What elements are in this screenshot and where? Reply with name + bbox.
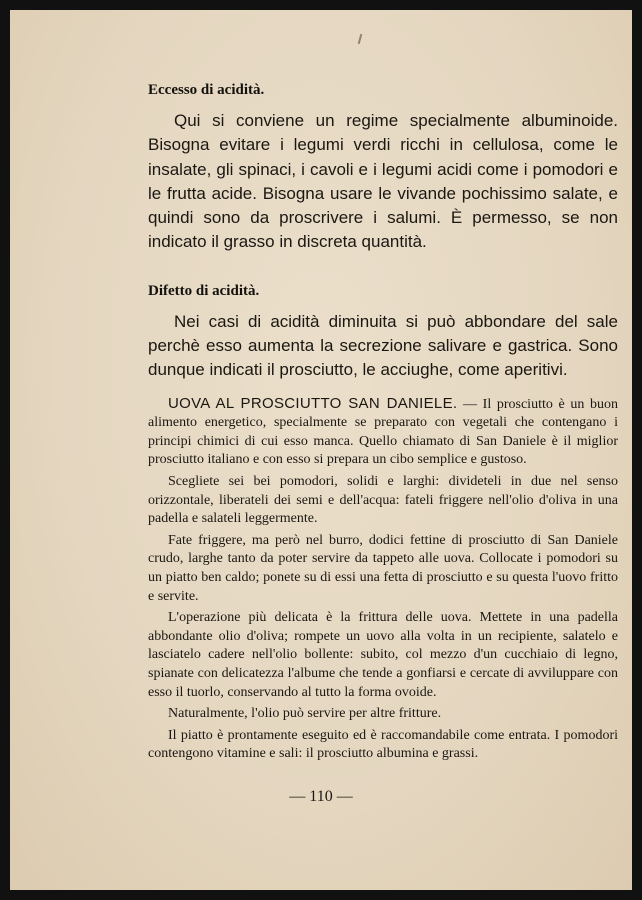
- recipe-paragraph: Scegliete sei bei pomodori, solidi e larghi: divideteli in due nel senso orizzontale, liberateli dei semi e dell'acqua: fateli friggere nell'olio d'oliva in una padella e salateli leggermente.: [148, 474, 618, 527]
- recipe-intro: [148, 395, 618, 470]
- recipe-paragraph: Naturalmente, l'olio può servire per altre fritture.: [168, 706, 442, 722]
- recipe-paragraph: Il piatto è prontamente eseguito ed è raccomandabile come entrata. I pomodori contengono vitamine e sali: il prosciutto albumina e grassi.: [148, 727, 618, 762]
- page-content: [148, 80, 618, 767]
- section-body-excess-acidity: Qui si conviene un regime specialmente albuminoide. Bisogna evitare i legumi verdi ricchi in cellulosa, come le insalate, gli spinaci, i cavoli e i legumi acidi come i pomodori e le frutta acide. Bisogna usare le vivande pochissimo salate, e quindi sono da proscrivere i salumi. È permesso, se non indicato il grasso in discreta quantità.: [148, 111, 618, 252]
- section-body-acidity-deficit: Nei casi di acidità diminuita si può abbondare del sale perchè esso aumenta la secrezione salivare e gastrica. Sono dunque indicati il prosciutto, le acciughe, come aperitivi.: [148, 311, 618, 380]
- ink-mark: [358, 34, 363, 44]
- section-heading-excess-acidity: Eccesso di acidità.: [148, 82, 265, 98]
- recipe-paragraph: L'operazione più delicata è la frittura delle uova. Mettete in una padella abbondante olio d'oliva; rompete un uovo alla volta in un recipiente, salatelo e lasciatelo cadere nell'olio bollente: subito, col mezzo d'un cucchiaio di legno, spianate con delicatezza l'albume che tende a gonfiarsi e cercate di avviluppare con esso il tuorlo, conservando al tutto la forma ovoide.: [148, 610, 618, 700]
- section-heading-acidity-deficit: Difetto di acidità.: [148, 282, 260, 299]
- book-page: [10, 10, 632, 890]
- page-number: — 110 —: [289, 788, 353, 805]
- recipe-intro-text: — Il prosciutto è un buon alimento energetico, specialmente se preparato con vegetali che contengano i principi chimici di cui esso manca. Quello chiamato di San Daniele è il miglior prosciutto italiano e con esso si prepara un cibo semplice e gustoso.: [148, 396, 618, 468]
- recipe-paragraph: Fate friggere, ma però nel burro, dodici fettine di prosciutto di San Daniele crudo, larghe tanto da poter servire da tappeto alle uova. Collocate i pomodori su un piatto ben caldo; ponete su di essi una fetta di prosciutto e su questa l'uovo fritto e servite.: [148, 532, 618, 604]
- recipe-title: UOVA AL PROSCIUTTO SAN DANIELE.: [168, 394, 458, 412]
